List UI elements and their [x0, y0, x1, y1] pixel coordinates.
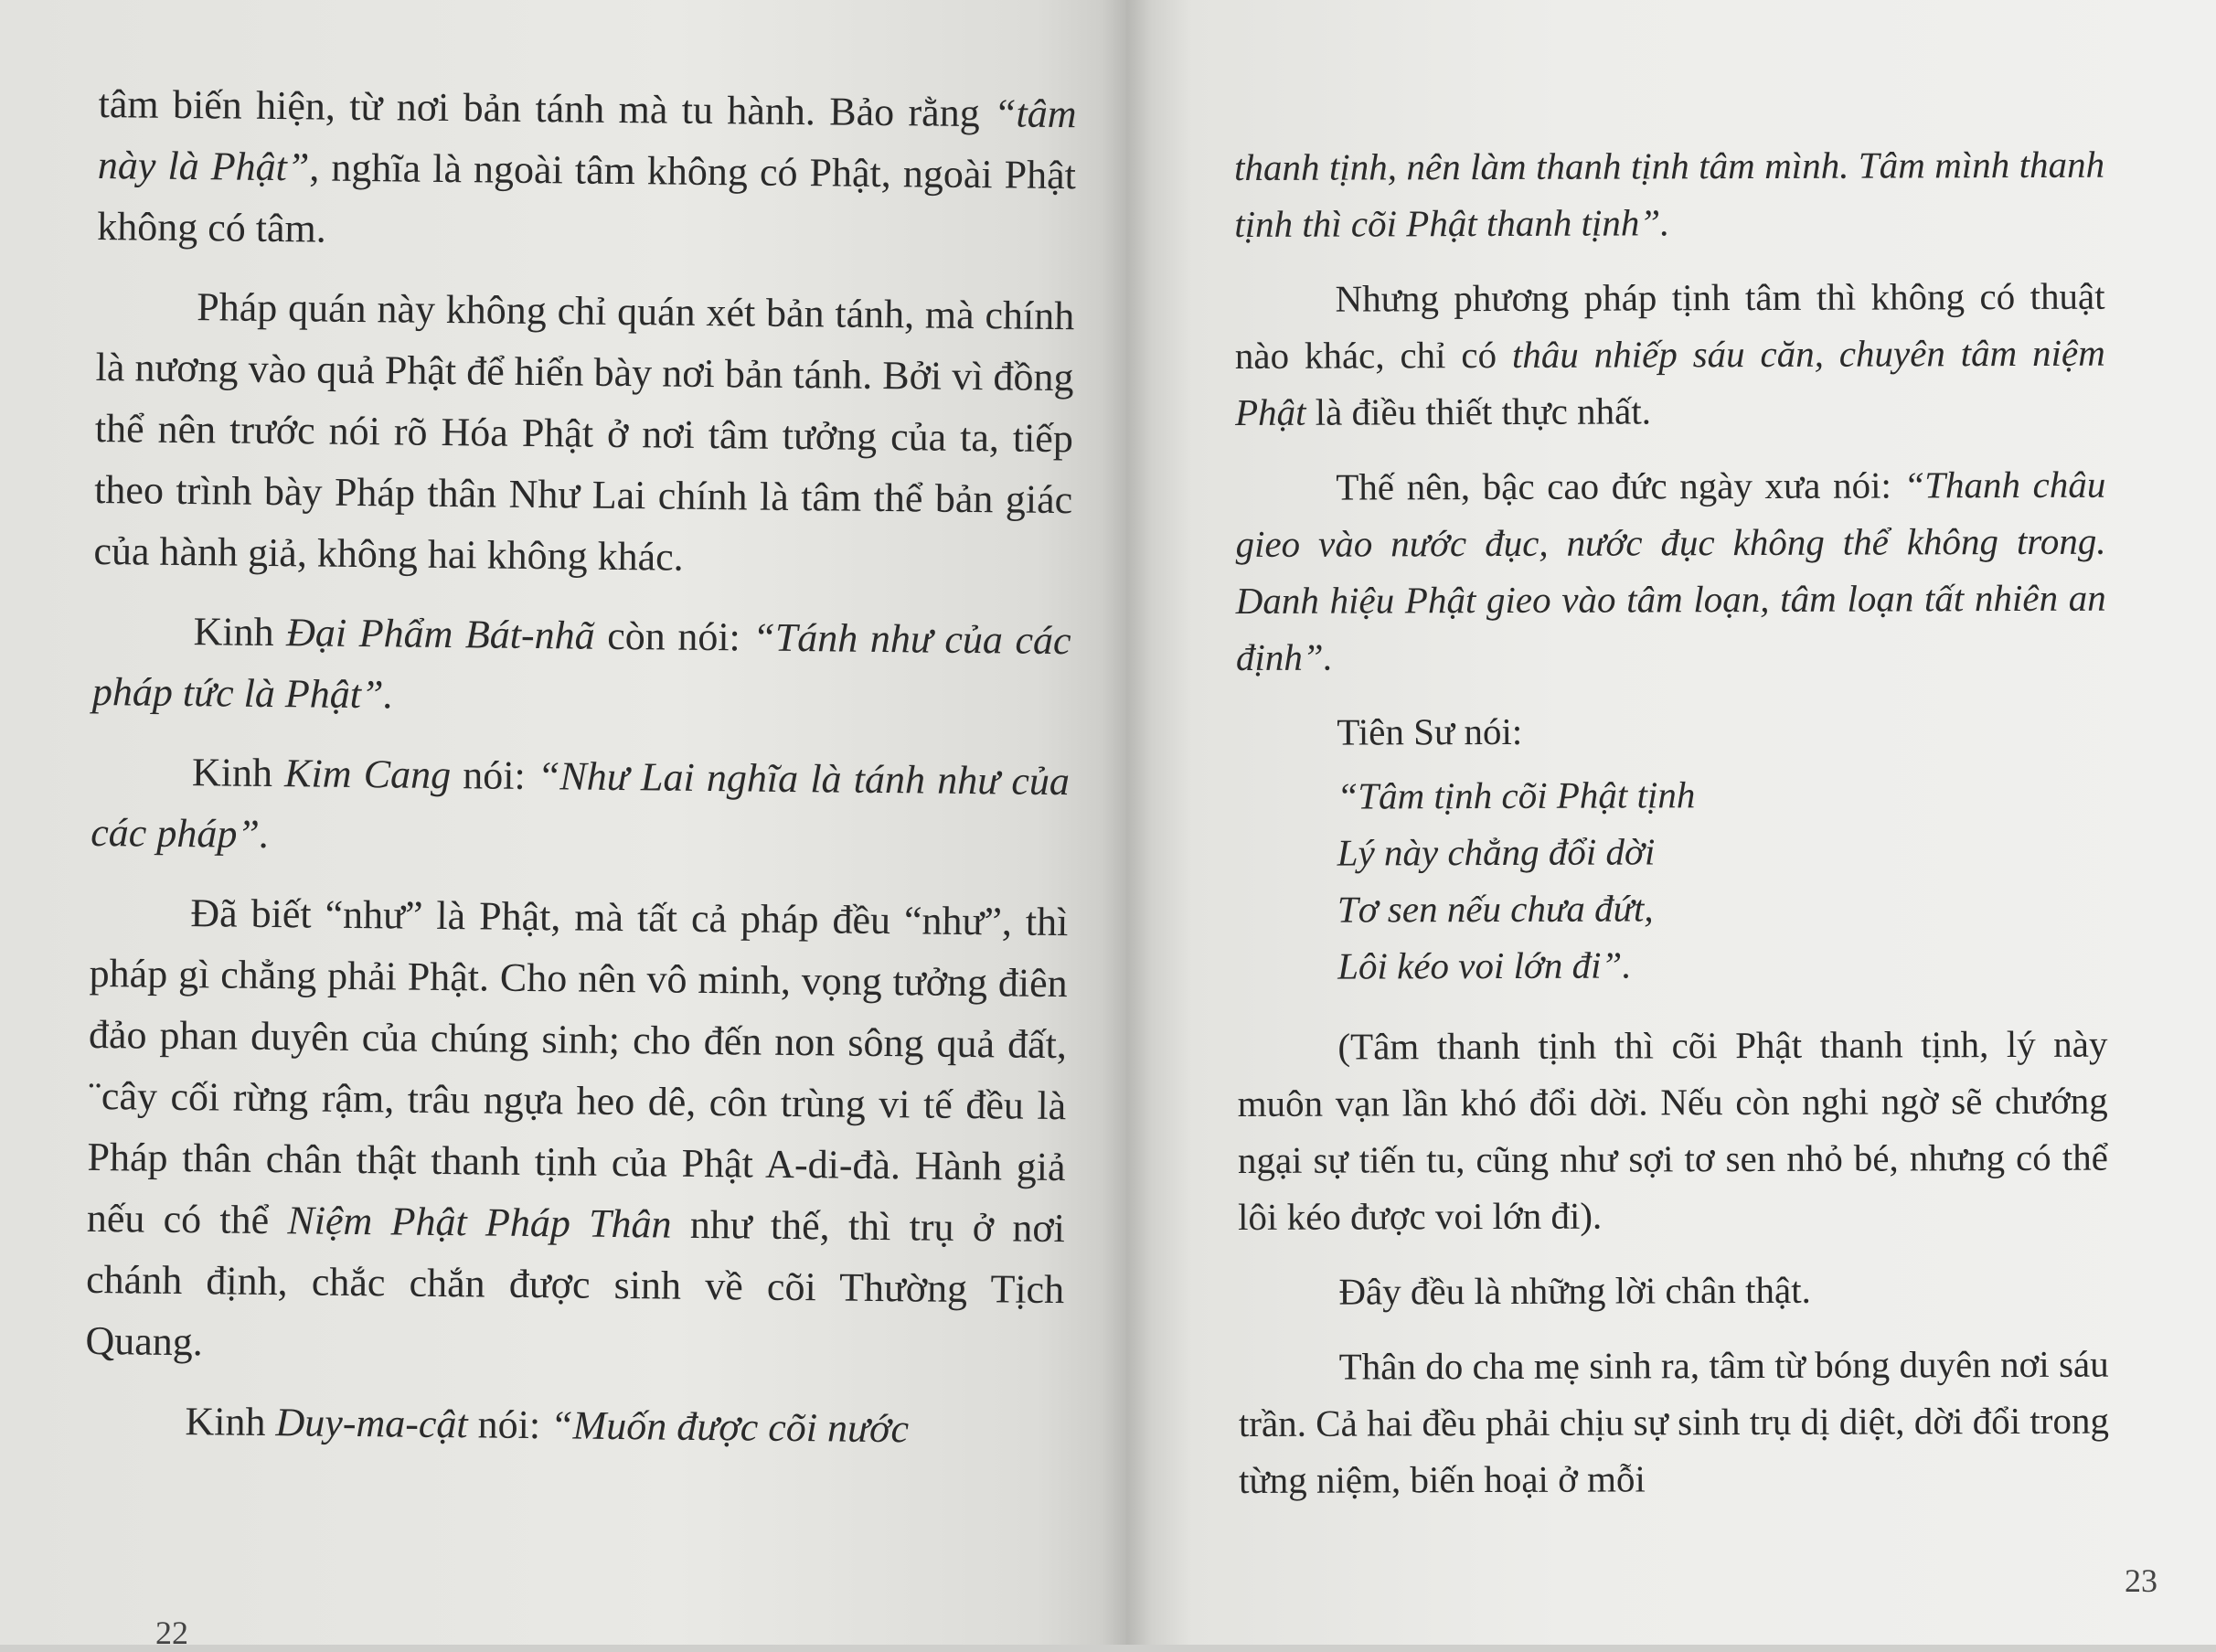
paragraph: Thế nên, bậc cao đức ngày xưa nói: “Thanh châu gieo vào nước đục, nước đục không thể không trong. Danh hiệu Phật gieo vào tâm loạn, tâm loạn tất nhiên an định”.	[1235, 463, 2106, 678]
paragraph: Pháp quán này không chỉ quán xét bản tánh, mà chính là nương vào quả Phật để hiển bày nơi bản tánh. Bởi vì đồng thể nên trước nói rõ Hóa Phật ở nơi tâm tưởng của ta, tiếp theo trình bày Pháp thân Như Lai chính là tâm thể bản giác của hành giả, không hai không khác.	[93, 284, 1075, 580]
paragraph: Thân do cha mẹ sinh ra, tâm từ bóng duyên nơi sáu trần. Cả hai đều phải chịu sự sinh trụ dị diệt, dời đổi trong từng niệm, biến hoại ở mỗi	[1238, 1342, 2109, 1501]
page-number: 23	[2125, 1562, 2157, 1599]
paragraph: Kinh Kim Cang nói: “Như Lai nghĩa là tánh như của các pháp”.	[91, 750, 1071, 858]
paragraph: tâm biến hiện, từ nơi bản tánh mà tu hành. Bảo rằng “tâm này là Phật”, nghĩa là ngoài tâm không có Phật, ngoài Phật không có tâm.	[96, 80, 1077, 251]
page-number: 22	[155, 1615, 188, 1651]
poem-line: Lôi kéo voi lớn đi”.	[1337, 943, 1632, 987]
paragraph: thanh tịnh, nên làm thanh tịnh tâm mình. Tâm mình thanh tịnh thì cõi Phật thanh tịnh”.	[1234, 143, 2105, 245]
paragraph: Kinh Duy-ma-cật nói: “Muốn được cõi nước	[185, 1399, 910, 1452]
paragraph: Nhưng phương pháp tịnh tâm thì không có thuật nào khác, chỉ có thâu nhiếp sáu căn, chuyên tâm niệm Phật là điều thiết thực nhất.	[1234, 274, 2105, 433]
paragraph: Tiên Sư nói:	[1337, 709, 1523, 753]
paragraph: Đã biết “như” là Phật, mà tất cả pháp đều “như”, thì pháp gì chẳng phải Phật. Cho nên vô minh, vọng tưởng điên đảo phan duyên của chúng sinh; cho đến non sông quả đất, ¨cây cối rừng rậm, trâu ngựa heo dê, côn trùng vi tế đều là Pháp thân chân thật thanh tịnh của Phật A-di-đà. Hành giả nếu có thể Niệm Phật Pháp Thân như thế, thì trụ ở nơi chánh định, chắc chắn được sinh về cõi Thường Tịch Quang.	[85, 890, 1069, 1365]
paragraph: (Tâm thanh tịnh thì cõi Phật thanh tịnh, lý này muôn vạn lần khó đổi dời. Nếu còn nghi ngờ sẽ chướng ngại sự tiến tu, cũng như sợi tơ sen nhỏ bé, nhưng có thể lôi kéo được voi lớn đi).	[1237, 1022, 2108, 1238]
right-page-text	[1234, 136, 2109, 1508]
poem-line: Tơ sen nếu chưa đứt,	[1337, 887, 1654, 931]
poem-line: Lý này chẳng đổi dời	[1337, 830, 1656, 874]
paragraph: Kinh Đại Phẩm Bát-nhã còn nói: “Tánh như của các pháp tức là Phật”.	[91, 609, 1071, 718]
book-gutter	[1102, 0, 1152, 1645]
poem	[1236, 765, 2107, 995]
paragraph: Đây đều là những lời chân thật.	[1338, 1268, 1811, 1313]
left-page-text	[84, 73, 1077, 1461]
right-page	[1126, 0, 2216, 1645]
poem-line: “Tâm tịnh cõi Phật tịnh	[1337, 773, 1696, 817]
